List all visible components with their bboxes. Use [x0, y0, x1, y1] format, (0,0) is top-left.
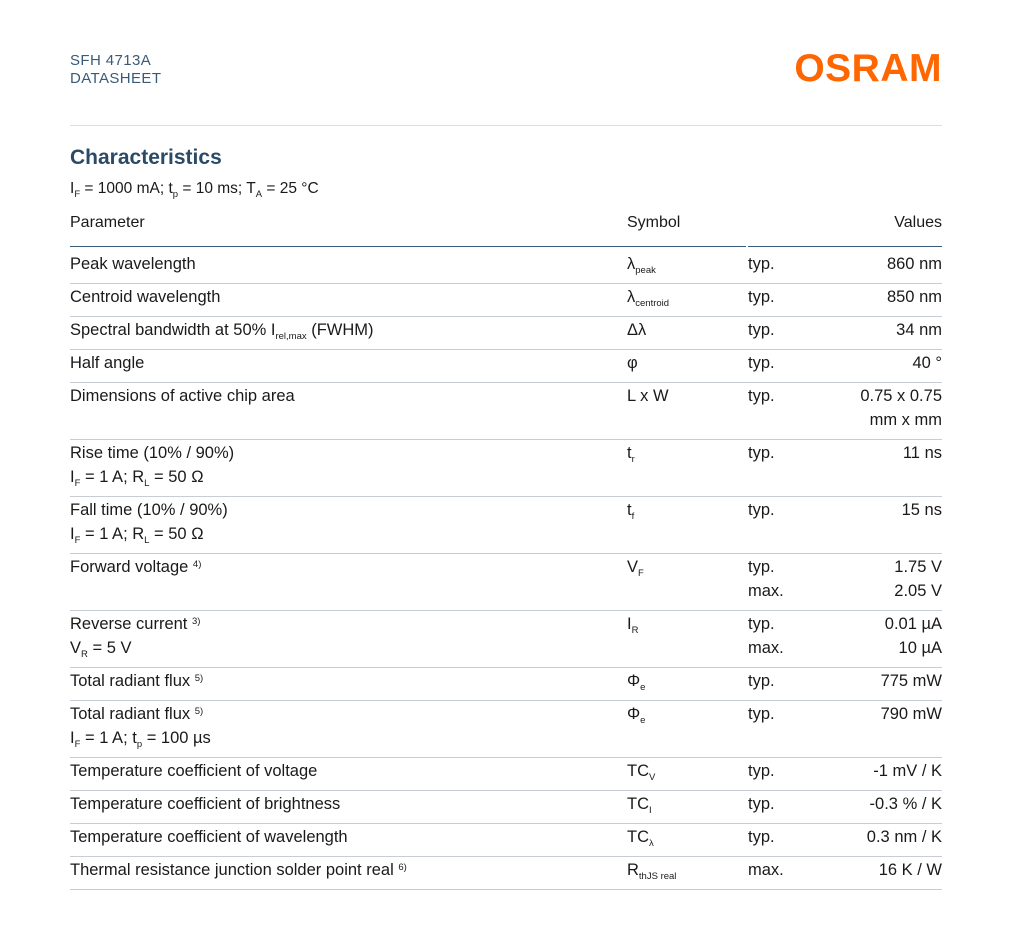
qualifier: typ.: [748, 795, 775, 813]
symbol: φ: [627, 354, 638, 372]
symbol: $\lambda_{peak}$: [627, 255, 656, 276]
symbol: $t_r$: [627, 444, 635, 465]
symbol: $\Phi_e$: [627, 705, 646, 726]
qualifier: typ.: [748, 387, 775, 405]
symbol: Δλ: [627, 321, 647, 339]
table-row: [70, 284, 942, 317]
footnote-ref: 5): [194, 673, 204, 684]
table-row: [70, 857, 942, 890]
param-name: Reverse current $^{3)}$ $V_R = 5$ V: [70, 615, 201, 660]
param-condition: $I_F = 1$ A; $t_p = 100$ µs: [70, 728, 211, 750]
symbol: $\Phi_e$: [627, 672, 646, 693]
symbol: $V_F$: [627, 558, 644, 579]
param-name: Fall time (10% / 90%) $I_F = 1$ A; $R_L = 50$ Ω: [70, 501, 228, 546]
param-name: Dimensions of active chip area: [70, 387, 295, 405]
param-name: Centroid wavelength: [70, 288, 221, 306]
header-parameter: Parameter: [70, 214, 145, 231]
header-divider: [70, 125, 942, 126]
qualifier: typ.: [748, 705, 775, 723]
qualifier: typ.: [748, 762, 775, 780]
footnote-ref: 5): [194, 706, 204, 717]
symbol: $TC_\lambda$: [627, 828, 654, 849]
table-row: [70, 350, 942, 383]
table-row: [70, 824, 942, 857]
symbol: $R_{thJS real}$: [627, 861, 677, 882]
param-name: Temperature coefficient of voltage: [70, 762, 318, 780]
param-name: Forward voltage $^{4)}$: [70, 558, 202, 576]
table-row: [70, 611, 942, 668]
value: 40 °: [912, 354, 942, 372]
value: -0.3 % / K: [869, 795, 942, 813]
symbol: $TC_V$: [627, 762, 656, 783]
footnote-ref: 3): [191, 616, 201, 627]
symbol: $TC_I$: [627, 795, 652, 816]
value: 16 K / W: [878, 861, 942, 879]
symbol: L x W: [627, 387, 669, 405]
test-conditions: $I_F = 1000$ mA; $t_p = 10$ ms; $T_A = 25$ °C: [70, 180, 319, 200]
header-values: Values: [894, 214, 942, 231]
param-name: Rise time (10% / 90%) $I_F = 1$ A; $R_L = 50$ Ω: [70, 444, 235, 489]
header-symbol: Symbol: [627, 214, 681, 231]
qualifier: max.: [748, 861, 784, 879]
table-row: [70, 317, 942, 350]
param-condition: $I_F = 1$ A; $R_L = 50$ Ω: [70, 467, 204, 489]
section-title: Characteristics: [70, 146, 222, 169]
characteristics-table: [70, 251, 942, 890]
qualifier: typ.: [748, 288, 775, 306]
param-name: Temperature coefficient of brightness: [70, 795, 341, 813]
qualifier: typ.: [748, 255, 775, 273]
table-row: [70, 251, 942, 284]
value: 790 mW: [880, 705, 942, 723]
table-row: [70, 791, 942, 824]
symbol: $\lambda_{centroid}$: [627, 288, 670, 309]
qualifier: typ.: [748, 828, 775, 846]
value: 11 ns: [902, 444, 942, 462]
qualifier: typ.: [748, 672, 775, 690]
footnote-ref: 4): [192, 559, 202, 570]
product-name: SFH 4713A: [70, 52, 152, 69]
value: 0.3 nm / K: [866, 828, 942, 846]
document-header: [70, 52, 161, 88]
table-row: [70, 758, 942, 791]
osram-logo: OSRAM: [794, 47, 942, 90]
document-type: DATASHEET: [70, 70, 162, 87]
param-name: Temperature coefficient of wavelength: [70, 828, 348, 846]
value: 15 ns: [901, 501, 942, 519]
param-condition: $V_R = 5$ V: [70, 638, 132, 660]
table-row: [70, 701, 942, 758]
footnote-ref: 6): [398, 862, 407, 873]
qualifier: typ.: [748, 354, 775, 372]
param-name: Spectral bandwidth at 50% $I_{rel,max}$ (FWHM): [70, 321, 374, 342]
header-rule-right: [748, 246, 942, 247]
value: 34 nm: [896, 321, 942, 339]
symbol: $I_R$: [627, 615, 639, 636]
param-name: Total radiant flux $^{5)}$: [70, 672, 204, 690]
param-condition: $I_F = 1$ A; $R_L = 50$ Ω: [70, 524, 204, 546]
qualifier: typ. max.: [748, 615, 784, 657]
table-row: [70, 668, 942, 701]
header-rule-left: [70, 246, 746, 247]
value: 850 nm: [886, 288, 942, 306]
table-row: [70, 440, 942, 497]
qualifier: typ.: [748, 501, 775, 519]
value: 775 mW: [880, 672, 942, 690]
value: 0.75 x 0.75 mm x mm: [860, 387, 942, 429]
value: 1.75 V 2.05 V: [894, 558, 942, 600]
value: 860 nm: [886, 255, 942, 273]
table-header: [70, 212, 942, 246]
value: -1 mV / K: [873, 762, 942, 780]
qualifier: typ.: [748, 444, 775, 462]
symbol: $t_f$: [627, 501, 635, 522]
qualifier: typ.: [748, 321, 775, 339]
table-row: [70, 383, 942, 440]
param-name: Peak wavelength: [70, 255, 196, 273]
table-row: [70, 497, 942, 554]
table-row: [70, 554, 942, 611]
param-name: Total radiant flux $^{5)}$ $I_F = 1$ A; $t_p = 100$ µs: [70, 705, 211, 750]
qualifier: typ. max.: [748, 558, 784, 600]
param-name: Half angle: [70, 354, 145, 372]
value: 0.01 µA 10 µA: [884, 615, 942, 657]
param-name: Thermal resistance junction solder point real $^{6)}$: [70, 861, 407, 879]
